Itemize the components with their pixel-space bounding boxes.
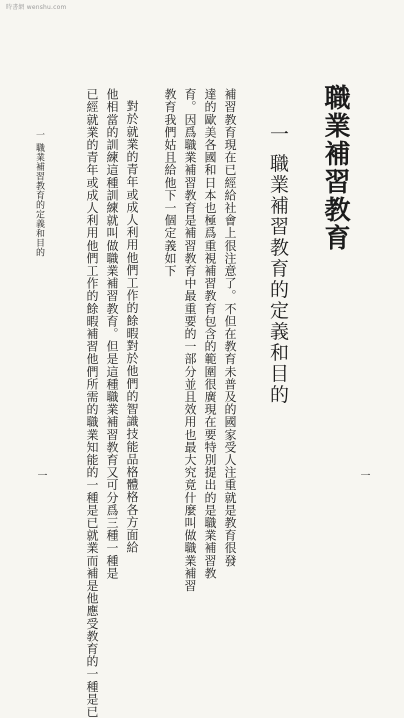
- page-marker-left: 一: [35, 470, 46, 480]
- body-column-5: 對於就業的青年或成人利用他們工作的餘暇對於他們的智識技能品格體格各方面給: [125, 100, 139, 554]
- chapter-title: 職業補習教育: [320, 84, 350, 252]
- running-head: 一 職業補習教育的定義和目的: [34, 130, 44, 257]
- body-column-6: 他相當的訓練這種訓練就叫做職業補習教育。但是這種職業補習教育又可分爲三種一種是: [105, 88, 119, 580]
- body-column-1: 補習教育現在已經給社會上很注意了。不但在教育未普及的國家受人注重就是教育很發: [223, 88, 237, 567]
- watermark-text: 時書網 wenshu.com: [6, 4, 67, 11]
- body-column-4: 教育我們姑且給他下一個定義如下: [163, 88, 177, 277]
- section-title: 一 職業補習教育的定義和目的: [267, 124, 289, 406]
- body-column-3: 育。因爲職業補習教育是補習教育中最重要的一部分並且效用也最大究竟什麼叫做職業補習: [183, 88, 197, 592]
- body-column-7: 已經就業的青年或成人利用他們工作的餘暇補習他們所需的職業知能的一種是已就業而補是他應受教育的一種是已: [85, 88, 99, 718]
- body-column-2: 達的歐美各國和日本也極爲重視補習教育包含的範圍很廣現在要特別提出的是職業補習教: [203, 88, 217, 580]
- page-marker-right: 一: [358, 470, 369, 480]
